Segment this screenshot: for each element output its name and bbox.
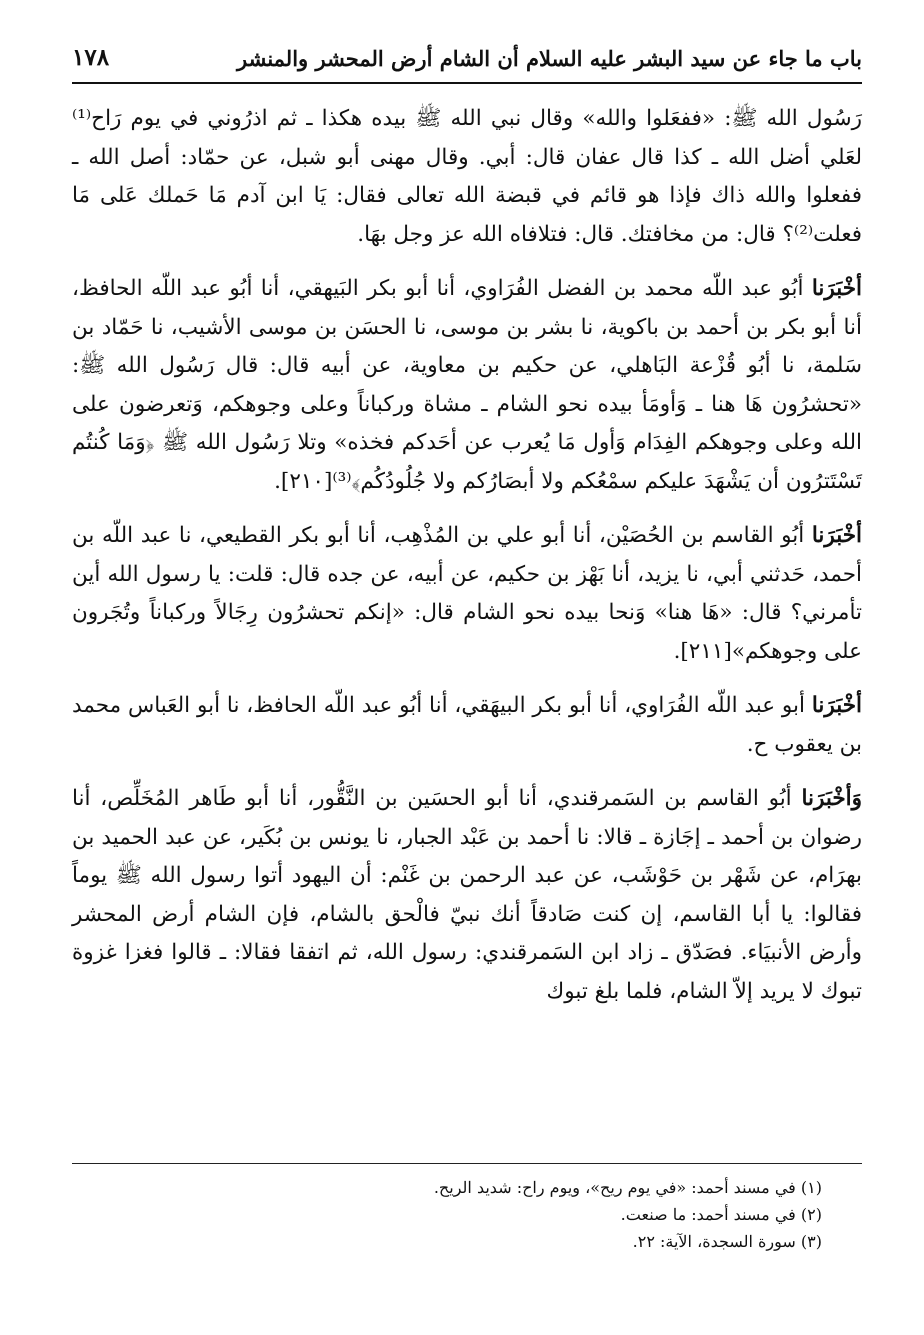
paragraph-lead: وَأخْبَرَنا (801, 786, 862, 811)
paragraph-text (72, 270, 862, 501)
paragraph (72, 517, 862, 671)
paragraph-lead: أخْبَرَنا (811, 693, 862, 718)
paragraph (72, 100, 862, 254)
paragraph-lead: أخْبَرَنا (811, 523, 862, 548)
paragraph (72, 780, 862, 1011)
footnote: (١) في مسند أحمد: «في يوم ريح»، ويوم راح: شديد الريح. (433, 1178, 822, 1197)
paragraph-body: أبُو عبد اللّه محمد بن الفضل الفُرَاوي، أنا أبو بكر البَيهقي، أنا أبُو عبد اللّه الحافظ، أنا أبو بكر بن أحمد بن باكوية، نا بشر بن موسى، نا الحسَن بن موسى الأشيب، نا حَمّاد بن سَلمة، نا أبُو قُزْعة البَاهلي، عن حكيم بن معاوية، عن أبيه قال: قال رَسُول الله ﷺ: «تحشرُون هَا هنا ـ وَأومَأ بيده نحو الشام ـ مشاة وركباناً وعلى وجوهكم، وَتعرضون على الله وعلى وجوهكم الفِدَام وَأول مَا يُعرب عن أحَدكم فخذه» وتلا رَسُول الله ﷺ ﴿وَمَا كُنتُم تَسْتَترُون أن يَشْهَدَ عليكم سمْعُكم ولا أبصَارُكم ولا جُلُودُكُم﴾⁽³⁾[٢١٠]. (72, 276, 862, 494)
paragraph-text (72, 517, 862, 671)
paragraph-body: أبو عبد اللّه الفُرَاوي، أنا أبو بكر البيهَقي، أنا أبُو عبد اللّه الحافظ، نا أبو العَباس محمد بن يعقوب ح. (72, 693, 862, 757)
paragraph-text (72, 780, 862, 1011)
paragraph (72, 687, 862, 764)
footnotes (72, 1163, 862, 1255)
paragraph (72, 270, 862, 501)
page-body (72, 100, 862, 1011)
paragraph-text: رَسُول الله ﷺ: «ففعَلوا والله» وقال نبي الله ﷺ بيده هكذا ـ ثم اذرُوني في يوم رَاح⁽¹⁾ لعَلي أضل الله ـ كذا قال عفان قال: أبي. وقال مهنى أبو شبل، عن حمّاد: أصل الله ـ ففعلوا والله ذاك فإذا هو قائم في قبضة الله تعالى فقال: يَا ابن آدم مَا حَملك عَلى مَا فعلت⁽²⁾؟ قال: من مخافتك. قال: فتلافاه الله عز وجل بهَا. (72, 106, 862, 247)
paragraph-body: أبُو القاسم بن السَمرقندي، أنا أبو الحسَين بن النَّقُّور، أنا أبو طَاهر المُخَلِّص، أنا رضوان بن أحمد ـ إجَازة ـ قالا: نا أحمد بن عَبْد الجبار، نا يونس بن بُكَير، عن عبد الحميد بن بهرَام، عن شَهْر بن حَوْشَب، عن عبد الرحمن بن غَنْم: أن اليهود أتوا رسول الله ﷺ يوماً فقالوا: يا أبا القاسم، إن كنت صَادقاً أنك نبيّ فالْحق بالشام، فإن الشام أرض المحشر وأرض الأنبيَاء. فصَدّق ـ زاد ابن السَمرقندي: رسول الله، ثم اتفقا فقالا: ـ قالوا فغزا غزوة تبوك لا يريد إلاّ الشام، فلما بلغ تبوك (72, 786, 862, 1004)
paragraph-text (72, 687, 862, 764)
page-number: ١٧٨ (72, 44, 110, 71)
paragraph-body: أبُو القاسم بن الحُصَيْن، أنا أبو علي بن المُذْهِب، أنا أبو بكر القطيعي، نا عبد اللّه بن أحمد، حَدثني أبي، نا يزيد، أنا بَهْز بن حكيم، عن أبيه، عن جده قال: قلت: يا رسول الله أين تأمرني؟ قال: «هَا هنا» وَنحا بيده نحو الشام قال: «إنكم تحشرُون رِجَالاً وركباناً وتُجَرون على وجوهكم»[٢١١]. (72, 523, 862, 664)
page (72, 44, 862, 1027)
footnote: (٢) في مسند أحمد: ما صنعت. (620, 1205, 822, 1224)
footnote: (٣) سورة السجدة، الآية: ٢٢. (632, 1232, 822, 1251)
paragraph-lead: أخْبَرَنا (811, 276, 862, 301)
chapter-title: باب ما جاء عن سيد البشر عليه السلام أن الشام أرض المحشر والمنشر (237, 46, 862, 71)
page-header (72, 44, 862, 84)
